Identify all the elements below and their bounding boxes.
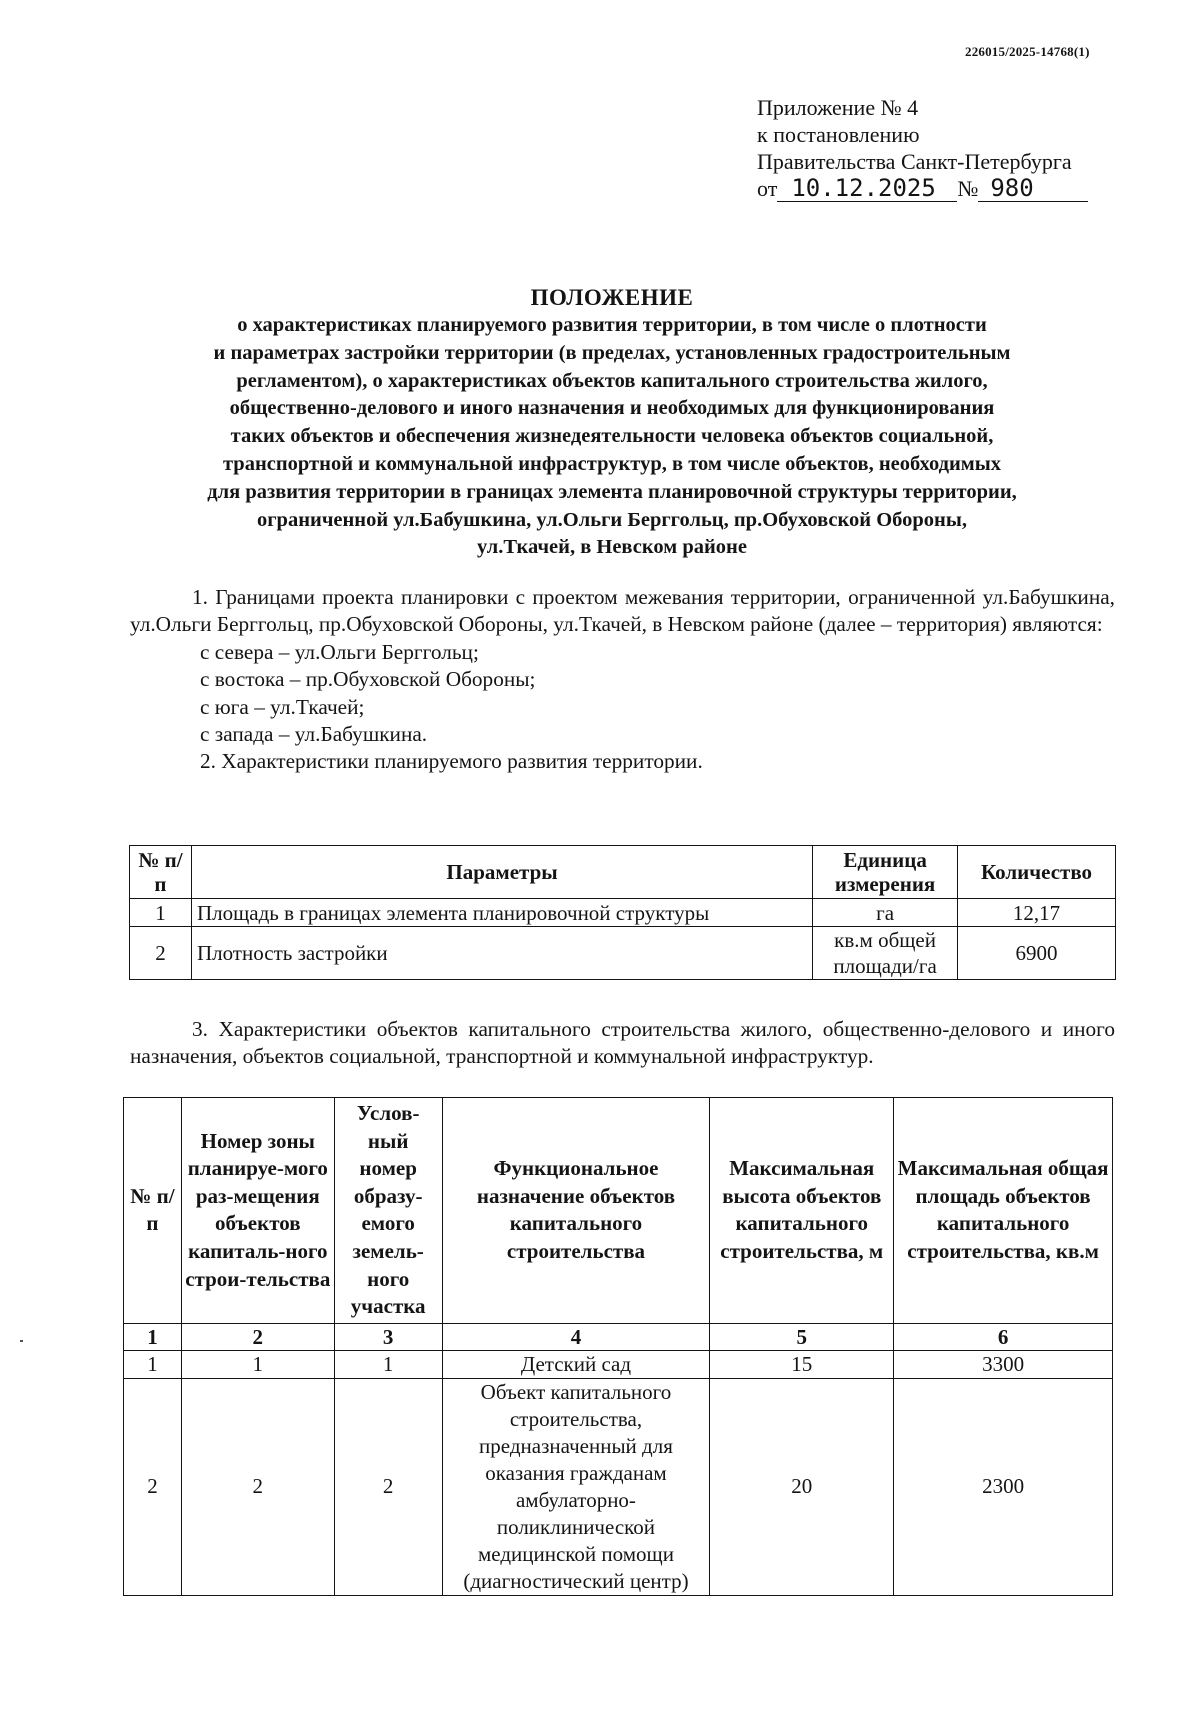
cell-purpose: Объект капитального строительства, предназначенный для оказания гражданам амбулаторно-поликлинической медицинской помощи (диагностический центр) bbox=[442, 1378, 710, 1595]
header-unit: Единица измерения bbox=[813, 846, 958, 899]
cell-unit: кв.м общей площади/га bbox=[813, 927, 958, 980]
appendix-line: Правительства Санкт-Петербурга bbox=[757, 149, 1072, 174]
boundary-item: с юга – ул.Ткачей; bbox=[200, 694, 365, 719]
table-header-row bbox=[124, 1098, 1113, 1324]
table-row bbox=[124, 1378, 1113, 1595]
table-row bbox=[130, 899, 1116, 927]
header-qty: Количество bbox=[958, 846, 1116, 899]
header-param: Параметры bbox=[191, 846, 812, 899]
column-number: 1 bbox=[124, 1323, 182, 1350]
header-num: № п/п bbox=[130, 846, 192, 899]
appendix-line: к постановлению bbox=[757, 122, 920, 147]
section-3-paragraph: 3. Характеристики объектов капитального строительства жилого, общественно-делового и иного назначения, объектов социальной, транспортной и коммунальной инфраструктур. bbox=[130, 1017, 1115, 1069]
column-number: 6 bbox=[894, 1323, 1113, 1350]
title-subtitle-line: о характеристиках планируемого развития территории, в том числе о плотности bbox=[237, 314, 987, 336]
header-num: № п/п bbox=[124, 1098, 182, 1324]
cell-zone: 2 bbox=[181, 1378, 334, 1595]
cell-num: 1 bbox=[124, 1350, 182, 1378]
cell-height: 20 bbox=[710, 1378, 894, 1595]
table-row bbox=[124, 1350, 1113, 1378]
appendix-block bbox=[757, 94, 1088, 202]
boundary-item: с севера – ул.Ольги Берггольц; bbox=[200, 639, 479, 664]
cell-area: 3300 bbox=[894, 1350, 1113, 1378]
section-2-heading: 2. Характеристики планируемого развития территории. bbox=[200, 749, 703, 774]
section-3 bbox=[130, 1016, 1115, 1071]
date-prefix: от bbox=[757, 176, 778, 201]
title-subtitle-line: ограниченной ул.Бабушкина, ул.Ольги Берггольц, пр.Обуховской Обороны, bbox=[256, 508, 967, 531]
capital-objects-table bbox=[123, 1097, 1113, 1596]
number-value: 980 bbox=[978, 175, 1088, 202]
date-value: 10.12.2025 bbox=[777, 175, 957, 202]
cell-param: Площадь в границах элемента планировочной структуры bbox=[191, 899, 812, 927]
title-subtitle-line: таких объектов и обеспечения жизнедеятельности человека объектов социальной, bbox=[230, 425, 994, 448]
cell-qty: 12,17 bbox=[958, 899, 1116, 927]
column-number: 2 bbox=[181, 1323, 334, 1350]
title-subtitle-line: регламентом), о характеристиках объектов капитального строительства жилого, bbox=[236, 369, 988, 392]
cell-num: 2 bbox=[124, 1378, 182, 1595]
column-number: 3 bbox=[334, 1323, 442, 1350]
header-purpose: Функциональное назначение объектов капитального строительства bbox=[442, 1098, 710, 1324]
cell-area: 2300 bbox=[894, 1378, 1113, 1595]
column-number: 4 bbox=[442, 1323, 710, 1350]
section-1 bbox=[130, 584, 1115, 776]
cell-param: Плотность застройки bbox=[191, 927, 812, 980]
title-subtitle-line: и параметрах застройки территории (в пределах, установленных градостроительным bbox=[213, 341, 1011, 364]
cell-zone: 1 bbox=[181, 1350, 334, 1378]
document-title bbox=[110, 284, 1114, 562]
column-number-row bbox=[124, 1323, 1113, 1350]
cell-plot: 1 bbox=[334, 1350, 442, 1378]
boundary-item: с востока – пр.Обуховской Обороны; bbox=[200, 667, 536, 692]
title-subtitle-line: общественно-делового и иного назначения и необходимых для функционирования bbox=[229, 397, 995, 420]
title-subtitle-line: для развития территории в границах элемента планировочной структуры территории, bbox=[207, 480, 1017, 503]
cell-unit: га bbox=[813, 899, 958, 927]
header-plot: Услов-ный номер образу-емого земель-ного участка bbox=[334, 1098, 442, 1324]
appendix-date-row bbox=[757, 175, 1088, 202]
table-row bbox=[130, 927, 1116, 980]
number-prefix: № bbox=[957, 176, 979, 201]
cell-num: 2 bbox=[130, 927, 192, 980]
header-height: Максимальная высота объектов капитального строительства, м bbox=[710, 1098, 894, 1324]
cell-qty: 6900 bbox=[958, 927, 1116, 980]
cell-purpose: Детский сад bbox=[442, 1350, 710, 1378]
table-header-row bbox=[130, 846, 1116, 899]
title-subtitle-line: транспортной и коммунальной инфраструктур, в том числе объектов, необходимых bbox=[222, 452, 1002, 475]
appendix-line: Приложение № 4 bbox=[757, 95, 919, 120]
header-zone: Номер зоны планируе-мого раз-мещения объектов капиталь-ного строи-тельства bbox=[181, 1098, 334, 1324]
document-code: 226015/2025-14768(1) bbox=[965, 44, 1090, 59]
section-1-paragraph: 1. Границами проекта планировки с проектом межевания территории, ограниченной ул.Бабушкина, ул.Ольги Берггольц, пр.Обуховской Обороны, ул.Ткачей, в Невском районе (далее – территория) являются: bbox=[130, 585, 1115, 637]
boundary-item: с запада – ул.Бабушкина. bbox=[200, 722, 428, 747]
scan-artifact bbox=[20, 1340, 23, 1342]
planning-parameters-table bbox=[129, 845, 1116, 980]
title-main: ПОЛОЖЕНИЕ bbox=[530, 285, 694, 310]
header-area: Максимальная общая площадь объектов капитального строительства, кв.м bbox=[894, 1098, 1113, 1324]
cell-height: 15 bbox=[710, 1350, 894, 1378]
column-number: 5 bbox=[710, 1323, 894, 1350]
cell-plot: 2 bbox=[334, 1378, 442, 1595]
cell-num: 1 bbox=[130, 899, 192, 927]
title-subtitle-line: ул.Ткачей, в Невском районе bbox=[477, 536, 747, 559]
